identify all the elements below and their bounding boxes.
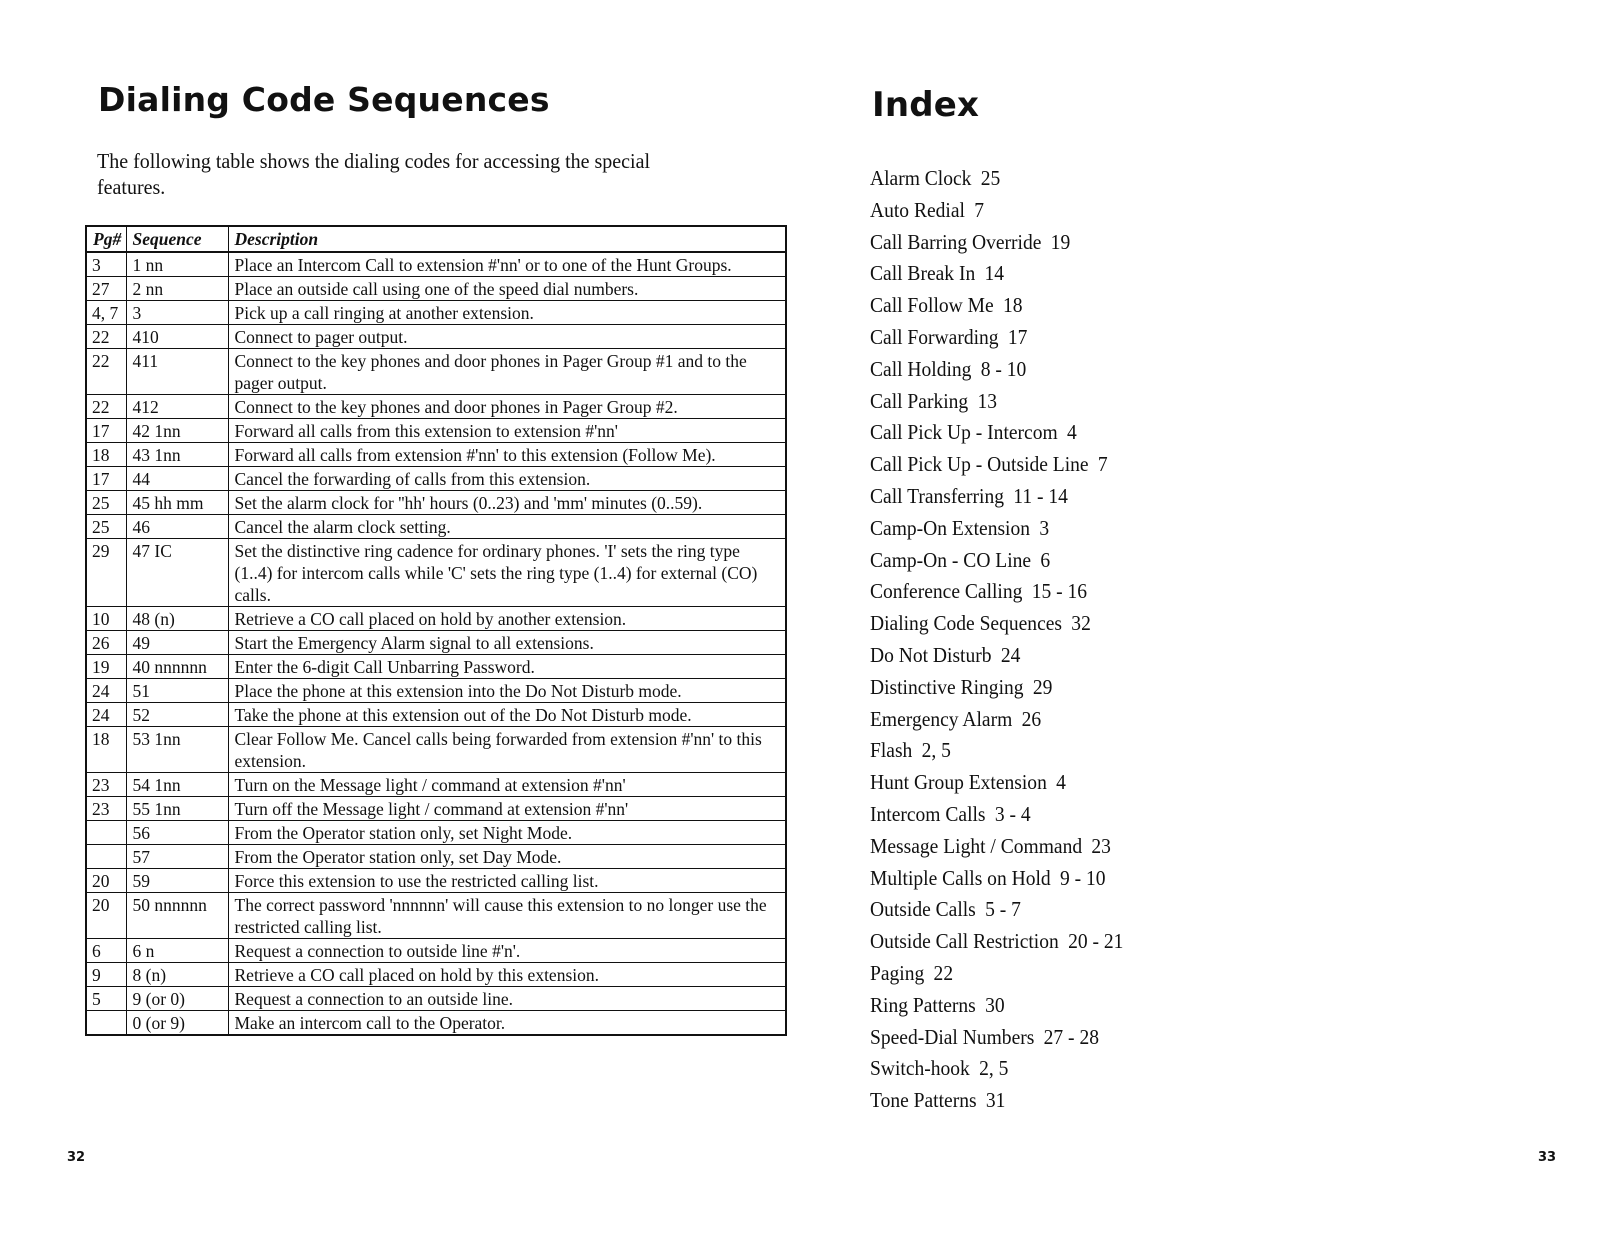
index-term: Call Break In [870,261,976,286]
index-pages: 4 [1056,770,1066,795]
index-entry [870,386,1142,418]
table-row [86,491,786,515]
index-entry [870,195,1142,227]
index-entry [870,958,1142,990]
index-entry [870,735,1142,767]
table-row [86,1011,786,1036]
index-entry [870,258,1142,290]
index-entry [870,481,1142,513]
cell-description: Connect to the key phones and door phones in Pager Group #1 and to the pager output. [228,349,786,395]
cell-description: Set the distinctive ring cadence for ordinary phones. 'I' sets the ring type (1..4) for intercom calls while 'C' sets the ring type (1..4) for external (CO) calls. [228,539,786,607]
index-term: Paging [870,960,925,985]
index-pages: 22 [933,960,954,985]
table-row [86,301,786,325]
cell-description: The correct password 'nnnnnn' will cause this extension to no longer use the restricted calling list. [228,893,786,939]
index-pages: 17 [1007,324,1028,349]
cell-pg: 3 [86,252,126,277]
cell-pg: 17 [86,467,126,491]
cell-sequence: 42 1nn [126,419,228,443]
index-pages: 25 [980,166,1001,190]
index-entry [870,894,1142,926]
index-pages: 32 [1071,611,1091,636]
index-pages: 4 [1066,420,1077,445]
dialing-codes-table [85,225,787,1036]
cell-pg [86,1011,126,1036]
cell-sequence: 1 nn [126,252,228,277]
index-pages: 7 [1097,452,1108,477]
index-entry [870,1085,1142,1117]
index-entry [870,831,1142,863]
table-header-row [86,226,786,252]
index-entry [870,704,1142,736]
right-page [800,0,1600,1237]
cell-sequence: 55 1nn [126,797,228,821]
index-entry [870,322,1142,354]
header-description: Description [228,226,786,252]
cell-pg: 22 [86,349,126,395]
index-entry [870,608,1142,640]
index-term: Do Not Disturb [870,642,992,667]
index-pages: 15 - 16 [1031,579,1088,604]
index-pages: 29 [1032,674,1053,699]
index-term: Call Barring Override [870,229,1042,254]
page-number: 33 [1538,1150,1557,1165]
cell-pg: 26 [86,631,126,655]
table-row [86,845,786,869]
header-pg: Pg# [86,226,126,252]
index-pages: 31 [985,1088,1006,1113]
cell-pg: 19 [86,655,126,679]
cell-sequence: 47 IC [126,539,228,607]
index-term: Emergency Alarm [870,706,1013,731]
cell-description: From the Operator station only, set Day Mode. [228,845,786,869]
index-term: Auto Redial [870,197,965,222]
index-term: Camp-On - CO Line [870,547,1032,572]
table-row [86,631,786,655]
table-row [86,773,786,797]
cell-description: Forward all calls from this extension to extension #'nn' [228,419,786,443]
cell-description: Take the phone at this extension out of the Do Not Disturb mode. [228,703,786,727]
table-row [86,821,786,845]
cell-pg: 5 [86,987,126,1011]
cell-sequence: 48 (n) [126,607,228,631]
cell-pg: 20 [86,893,126,939]
cell-description: Connect to pager output. [228,325,786,349]
index-term: Tone Patterns [870,1088,977,1113]
table-row [86,419,786,443]
cell-description: Force this extension to use the restricted calling list. [228,869,786,893]
cell-sequence: 8 (n) [126,963,228,987]
index-entry [870,1022,1142,1054]
cell-sequence: 40 nnnnnn [126,655,228,679]
index-pages: 18 [1003,293,1023,318]
index-entry [870,290,1142,322]
index-entry [870,354,1142,386]
cell-description: Request a connection to outside line #'n'. [228,939,786,963]
index-pages: 5 - 7 [985,897,1021,922]
cell-pg: 18 [86,727,126,773]
index-entry [870,227,1142,259]
cell-pg: 20 [86,869,126,893]
index-pages: 14 [984,261,1005,286]
cell-sequence: 53 1nn [126,727,228,773]
cell-pg: 25 [86,491,126,515]
cell-pg: 17 [86,419,126,443]
cell-sequence: 49 [126,631,228,655]
index-pages: 2, 5 [921,738,951,763]
cell-description: Cancel the alarm clock setting. [228,515,786,539]
cell-pg [86,845,126,869]
index-pages: 7 [974,197,984,222]
index-term: Alarm Clock [870,166,972,190]
index-entry [870,163,1142,195]
cell-sequence: 46 [126,515,228,539]
index-pages: 20 - 21 [1068,929,1124,954]
cell-description: Turn on the Message light / command at extension #'nn' [228,773,786,797]
cell-sequence: 56 [126,821,228,845]
index-term: Call Follow Me [870,293,994,318]
table-row [86,727,786,773]
cell-description: Make an intercom call to the Operator. [228,1011,786,1036]
page-title: Dialing Code Sequences [98,80,550,119]
index-term: Call Pick Up - Outside Line [870,452,1089,477]
index-term: Intercom Calls [870,801,986,826]
cell-sequence: 410 [126,325,228,349]
cell-pg: 4, 7 [86,301,126,325]
index-pages: 27 - 28 [1043,1024,1099,1049]
table-row [86,277,786,301]
cell-description: Place an Intercom Call to extension #'nn' or to one of the Hunt Groups. [228,252,786,277]
table-row [86,679,786,703]
index-term: Call Parking [870,388,969,413]
table-row [86,869,786,893]
index-pages: 2, 5 [979,1056,1009,1081]
cell-description: Place the phone at this extension into the Do Not Disturb mode. [228,679,786,703]
cell-description: Clear Follow Me. Cancel calls being forwarded from extension #'nn' to this extension. [228,727,786,773]
index-pages: 3 [1039,515,1050,540]
cell-sequence: 57 [126,845,228,869]
index-term: Call Forwarding [870,324,999,349]
cell-pg: 23 [86,773,126,797]
table-row [86,987,786,1011]
intro-paragraph: The following table shows the dialing codes for accessing the special features. [97,149,651,199]
cell-pg: 22 [86,325,126,349]
index-entry [870,449,1142,481]
index-term: Multiple Calls on Hold [870,865,1051,890]
cell-sequence: 6 n [126,939,228,963]
cell-pg: 18 [86,443,126,467]
index-term: Ring Patterns [870,992,976,1017]
index-title: Index [872,85,980,125]
index-entry [870,926,1142,958]
cell-description: Set the alarm clock for ''hh' hours (0..23) and 'mm' minutes (0..59). [228,491,786,515]
table-row [86,797,786,821]
index-entry [870,767,1142,799]
cell-pg: 23 [86,797,126,821]
page-number: 32 [67,1150,86,1165]
index-list [870,163,1142,1117]
table-row [86,963,786,987]
index-entry [870,513,1142,545]
table-row [86,539,786,607]
table-body [86,252,786,1035]
cell-pg: 10 [86,607,126,631]
table-row [86,395,786,419]
table-row [86,893,786,939]
index-pages: 9 - 10 [1059,865,1106,890]
cell-sequence: 0 (or 9) [126,1011,228,1036]
cell-sequence: 50 nnnnnn [126,893,228,939]
index-term: Call Pick Up - Intercom [870,420,1058,445]
cell-description: From the Operator station only, set Night Mode. [228,821,786,845]
index-entry [870,672,1142,704]
cell-pg: 29 [86,539,126,607]
cell-pg: 27 [86,277,126,301]
cell-pg: 22 [86,395,126,419]
cell-description: Cancel the forwarding of calls from this extension. [228,467,786,491]
cell-sequence: 411 [126,349,228,395]
table-row [86,607,786,631]
cell-sequence: 54 1nn [126,773,228,797]
index-term: Hunt Group Extension [870,770,1047,795]
table-row [86,515,786,539]
index-entry [870,545,1142,577]
table-row [86,252,786,277]
cell-description: Connect to the key phones and door phones in Pager Group #2. [228,395,786,419]
cell-sequence: 52 [126,703,228,727]
cell-sequence: 43 1nn [126,443,228,467]
index-entry [870,799,1142,831]
index-pages: 6 [1040,547,1051,572]
table-row [86,703,786,727]
index-term: Call Transferring [870,483,1004,508]
index-term: Speed-Dial Numbers [870,1024,1035,1049]
index-entry [870,417,1142,449]
index-term: Camp-On Extension [870,515,1031,540]
table-row [86,349,786,395]
cell-sequence: 45 hh mm [126,491,228,515]
cell-sequence: 51 [126,679,228,703]
cell-sequence: 412 [126,395,228,419]
cell-description: Retrieve a CO call placed on hold by another extension. [228,607,786,631]
index-pages: 3 - 4 [994,801,1031,826]
cell-description: Enter the 6-digit Call Unbarring Password. [228,655,786,679]
cell-description: Place an outside call using one of the speed dial numbers. [228,277,786,301]
index-pages: 8 - 10 [980,356,1027,381]
index-pages: 11 - 14 [1013,483,1068,508]
table-row [86,443,786,467]
index-pages: 19 [1050,229,1071,254]
index-entry [870,640,1142,672]
cell-sequence: 59 [126,869,228,893]
cell-pg: 25 [86,515,126,539]
index-entry [870,863,1142,895]
cell-description: Retrieve a CO call placed on hold by this extension. [228,963,786,987]
index-entry [870,1053,1142,1085]
table-row [86,325,786,349]
cell-description: Start the Emergency Alarm signal to all extensions. [228,631,786,655]
index-entry [870,990,1142,1022]
header-sequence: Sequence [126,226,228,252]
index-term: Message Light / Command [870,833,1083,858]
index-pages: 23 [1091,833,1111,858]
cell-pg: 24 [86,703,126,727]
cell-description: Pick up a call ringing at another extension. [228,301,786,325]
index-term: Outside Calls [870,897,976,922]
index-entry [870,576,1142,608]
index-term: Flash [870,738,913,763]
cell-sequence: 2 nn [126,277,228,301]
index-term: Call Holding [870,356,972,381]
table-row [86,655,786,679]
cell-description: Forward all calls from extension #'nn' to this extension (Follow Me). [228,443,786,467]
cell-pg [86,821,126,845]
index-pages: 13 [977,388,998,413]
cell-description: Request a connection to an outside line. [228,987,786,1011]
index-term: Outside Call Restriction [870,929,1059,954]
cell-pg: 9 [86,963,126,987]
index-term: Dialing Code Sequences [870,611,1063,636]
index-term: Conference Calling [870,579,1023,604]
cell-sequence: 3 [126,301,228,325]
cell-sequence: 44 [126,467,228,491]
cell-sequence: 9 (or 0) [126,987,228,1011]
cell-pg: 6 [86,939,126,963]
index-pages: 24 [1000,642,1021,667]
index-term: Switch-hook [870,1056,970,1081]
table-row [86,939,786,963]
index-term: Distinctive Ringing [870,674,1024,699]
index-pages: 26 [1021,706,1042,731]
cell-pg: 24 [86,679,126,703]
index-pages: 30 [985,992,1005,1017]
table-row [86,467,786,491]
cell-description: Turn off the Message light / command at extension #'nn' [228,797,786,821]
